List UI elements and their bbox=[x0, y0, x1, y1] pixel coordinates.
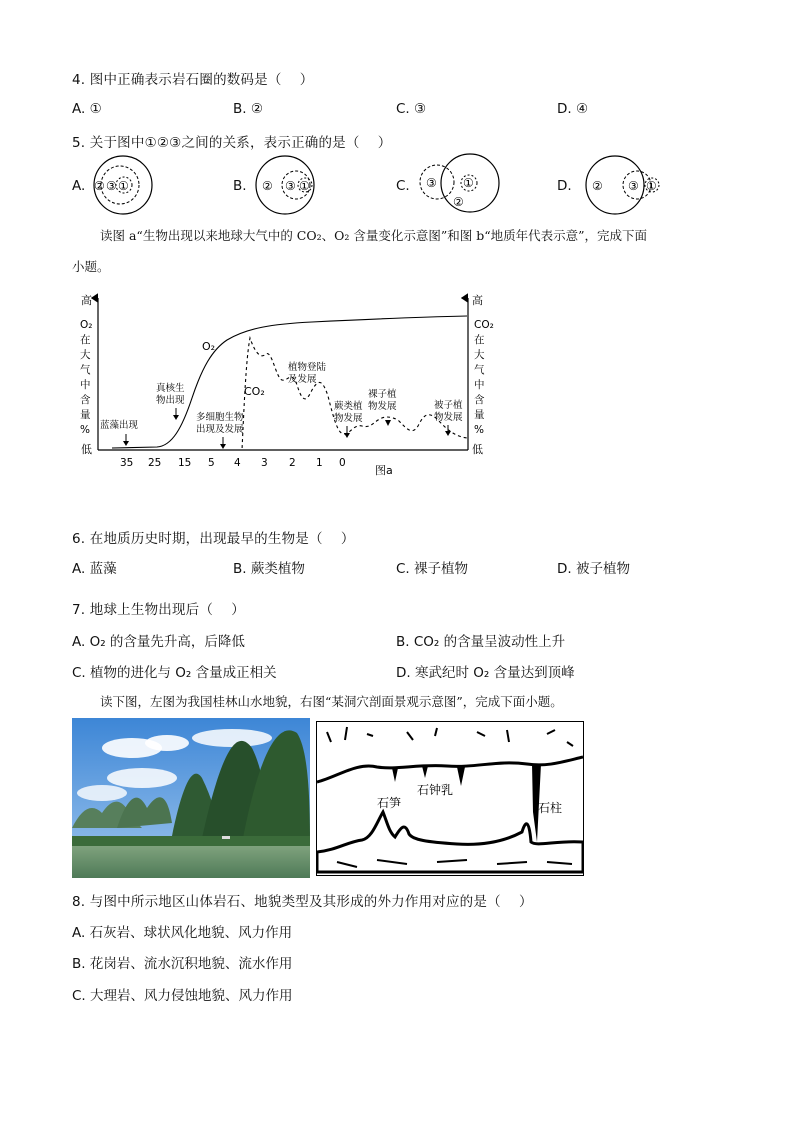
q5-diagram-a bbox=[90, 152, 156, 218]
q5-option-d: D. bbox=[557, 178, 572, 194]
q6-option-d: D. 被子植物 bbox=[557, 561, 630, 577]
label-2: ② bbox=[94, 179, 105, 193]
label-3: ③ bbox=[106, 179, 117, 193]
q8-option-c: C. 大理岩、风力侵蚀地貌、风力作用 bbox=[72, 988, 293, 1004]
left-axis-title-char-5: 含 bbox=[80, 394, 91, 406]
left-axis-title-char-4: 中 bbox=[80, 379, 91, 391]
left-axis-title-char-6: 量 bbox=[80, 409, 91, 421]
label-3: ③ bbox=[628, 179, 639, 193]
q7-option-d: D. 寒武纪时 O₂ 含量达到顶峰 bbox=[396, 665, 575, 681]
ann-beizi-arrowhead bbox=[445, 431, 451, 436]
ann-lanzao: 蓝藻出现 bbox=[100, 420, 139, 431]
label-1: ① bbox=[118, 179, 129, 193]
cave-ceiling bbox=[317, 757, 583, 782]
left-axis-title-char-2: 大 bbox=[80, 349, 91, 361]
q4-option-d: D. ④ bbox=[557, 101, 589, 117]
label-2: ② bbox=[592, 179, 603, 193]
x-tick-label: 0 bbox=[339, 457, 346, 469]
label-2: ② bbox=[262, 179, 273, 193]
q4-stem: 4. 图中正确表示岩石圈的数码是（ ） bbox=[72, 72, 314, 88]
ann-zhenhe-arrowhead bbox=[173, 415, 179, 420]
ann-beizi-1: 被子植 bbox=[434, 400, 463, 411]
co2-series-line bbox=[112, 338, 467, 450]
q5-option-c: C. bbox=[396, 178, 410, 194]
q4-option-c: C. ③ bbox=[396, 101, 427, 117]
q8-stem: 8. 与图中所示地区山体岩石、地貌类型及其形成的外力作用对应的是（ ） bbox=[72, 894, 533, 910]
ann-duoxibao-2: 出现及发展 bbox=[196, 424, 244, 435]
ann-zhenhe-1: 真核生 bbox=[156, 383, 185, 394]
ann-dengliu-2: 及发展 bbox=[288, 374, 317, 385]
ann-beizi-2: 物发展 bbox=[434, 412, 463, 423]
right-low-label: 低 bbox=[472, 443, 483, 456]
cave-profile-diagram bbox=[316, 721, 584, 876]
ann-lanzao-arrowhead bbox=[123, 441, 129, 446]
ann-zhenhe-2: 物出现 bbox=[156, 395, 185, 406]
ann-luozi-2: 物发展 bbox=[368, 401, 397, 412]
q6-stem: 6. 在地质历史时期，出现最早的生物是（ ） bbox=[72, 531, 355, 547]
guilin-landscape-photo bbox=[72, 718, 310, 878]
label-stalactite: 石钟乳 bbox=[417, 783, 454, 797]
x-tick-label: 2 bbox=[289, 457, 296, 469]
q5-option-a: A. bbox=[72, 178, 86, 194]
left-axis-title-char-3: 气 bbox=[80, 364, 91, 376]
q4-option-b: B. ② bbox=[233, 101, 263, 117]
ann-luozi-1: 裸子植 bbox=[368, 389, 397, 400]
q7-option-b: B. CO₂ 的含量呈波动性上升 bbox=[396, 634, 566, 650]
q5-stem: 5. 关于图中①②③之间的关系，表示正确的是（ ） bbox=[72, 135, 392, 151]
right-axis-title-char-5: 含 bbox=[474, 394, 485, 406]
co2-curve-label: CO₂ bbox=[244, 385, 265, 398]
left-axis-title bbox=[80, 319, 92, 436]
right-high-label: 高 bbox=[472, 294, 483, 307]
q8-option-a: A. 石灰岩、球状风化地貌、风力作用 bbox=[72, 925, 293, 941]
label-column: 石柱 bbox=[538, 801, 563, 815]
right-axis-title-char-0: CO₂ bbox=[474, 319, 494, 331]
intro-a-line1: 读图 a“生物出现以来地球大气中的 CO₂、O₂ 含量变化示意图”和图 b“地质年代表示意”，完成下面 bbox=[100, 228, 647, 243]
ann-juelei-arrowhead bbox=[344, 433, 350, 438]
label-1: ① bbox=[299, 179, 310, 193]
stalactites bbox=[392, 764, 541, 842]
x-tick-labels bbox=[120, 457, 346, 469]
cave-floor bbox=[317, 812, 583, 872]
label-2: ② bbox=[453, 195, 464, 209]
q6-option-b: B. 蕨类植物 bbox=[233, 561, 305, 577]
ann-luozi-arrowhead bbox=[385, 420, 391, 426]
label-1: ① bbox=[646, 179, 657, 193]
ann-juelei-2: 物发展 bbox=[334, 413, 363, 424]
ann-juelei-1: 蕨类植 bbox=[334, 401, 363, 412]
left-high-label: 高 bbox=[81, 294, 92, 307]
q4-option-a: A. ① bbox=[72, 101, 102, 117]
q7-option-a: A. O₂ 的含量先升高，后降低 bbox=[72, 634, 245, 650]
chart-caption: 图a bbox=[375, 464, 393, 477]
q5-diagram-c bbox=[416, 150, 506, 216]
x-tick-label: 25 bbox=[148, 457, 162, 469]
q5-diagram-b bbox=[252, 152, 324, 218]
ann-duoxibao-arrowhead bbox=[220, 444, 226, 449]
right-axis-title-char-7: % bbox=[474, 424, 484, 436]
left-axis-title-char-7: % bbox=[80, 424, 90, 436]
left-low-label: 低 bbox=[81, 443, 92, 456]
left-axis-title-char-0: O₂ bbox=[80, 319, 93, 331]
q5-diagram-d bbox=[582, 152, 666, 218]
x-tick-label: 1 bbox=[316, 457, 323, 469]
right-axis-title bbox=[474, 319, 494, 436]
ann-dengliu-1: 植物登陆 bbox=[288, 362, 327, 373]
right-axis-title-char-2: 大 bbox=[474, 349, 485, 361]
x-tick-label: 35 bbox=[120, 457, 134, 469]
left-axis-title-char-1: 在 bbox=[80, 334, 91, 346]
x-tick-label: 15 bbox=[178, 457, 192, 469]
o2-co2-chart bbox=[72, 288, 502, 478]
right-axis-title-char-4: 中 bbox=[474, 379, 485, 391]
q7-option-c: C. 植物的进化与 O₂ 含量成正相关 bbox=[72, 665, 277, 681]
x-tick-label: 3 bbox=[261, 457, 268, 469]
q7-stem: 7. 地球上生物出现后（ ） bbox=[72, 602, 245, 618]
ann-duoxibao-1: 多细胞生物 bbox=[196, 412, 244, 423]
label-3: ③ bbox=[285, 179, 296, 193]
label-1: ① bbox=[463, 176, 474, 190]
x-tick-label: 5 bbox=[208, 457, 215, 469]
label-stalagmite: 石笋 bbox=[377, 796, 402, 810]
right-axis-title-char-6: 量 bbox=[474, 409, 485, 421]
q5-option-b: B. bbox=[233, 178, 247, 194]
q8-option-b: B. 花岗岩、流水沉积地貌、流水作用 bbox=[72, 956, 293, 972]
intro-a-line2: 小题。 bbox=[72, 259, 110, 274]
intro-b: 读下图，左图为我国桂林山水地貌，右图“某洞穴剖面景观示意图”，完成下面小题。 bbox=[100, 694, 563, 709]
label-3: ③ bbox=[426, 176, 437, 190]
q6-option-a: A. 蓝藻 bbox=[72, 561, 117, 577]
right-axis-title-char-1: 在 bbox=[474, 334, 485, 346]
x-tick-label: 4 bbox=[234, 457, 241, 469]
right-axis-title-char-3: 气 bbox=[474, 364, 485, 376]
o2-curve-label: O₂ bbox=[202, 340, 216, 353]
q6-option-c: C. 裸子植物 bbox=[396, 561, 469, 577]
